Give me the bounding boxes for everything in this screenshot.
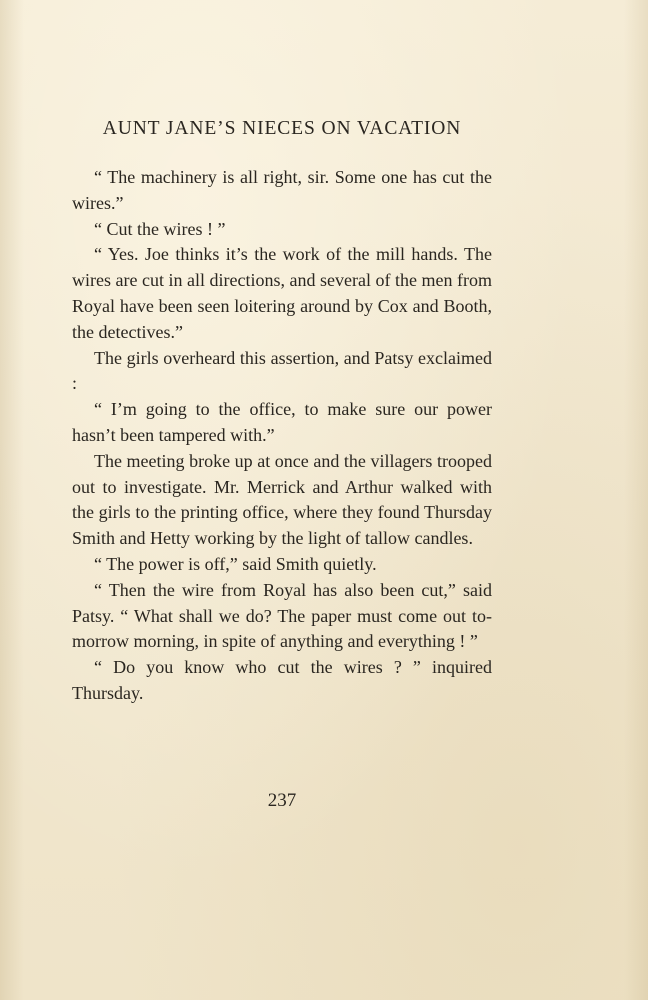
paragraph: “ Cut the wires ! ”	[94, 218, 226, 239]
body-text	[72, 165, 492, 707]
paragraph: “ Yes. Joe thinks it’s the work of the mill hands. The wires are cut in all directions, and several of the men from Royal have been seen loitering around by Cox and Booth, the detectives.”	[72, 244, 492, 342]
paragraph: “ The power is off,” said Smith quietly.	[94, 553, 377, 574]
page-number: 237	[267, 790, 297, 811]
paragraph: “ I’m going to the office, to make sure our power hasn’t been tampered with.”	[72, 399, 492, 445]
page-left-edge-shadow	[0, 0, 24, 1000]
running-head: AUNT JANE’S NIECES ON VACATION	[102, 118, 462, 139]
paragraph: The meeting broke up at once and the villagers trooped out to investigate. Mr. Merrick and Arthur walked with the girls to the printing office, where they found Thursday Smith and Hetty working by the light of tallow candles.	[72, 450, 492, 549]
paragraph: “ Then the wire from Royal has also been cut,” said Patsy. “ What shall we do? The paper must come out to-morrow morning, in spite of anything and everything ! ”	[72, 579, 492, 652]
paragraph: “ Do you know who cut the wires ? ” inquired Thursday.	[72, 657, 492, 703]
page-right-edge-shadow	[624, 0, 648, 1000]
paragraph: The girls overheard this assertion, and Patsy exclaimed :	[72, 347, 492, 394]
paragraph: “ The machinery is all right, sir. Some one has cut the wires.”	[72, 167, 492, 213]
